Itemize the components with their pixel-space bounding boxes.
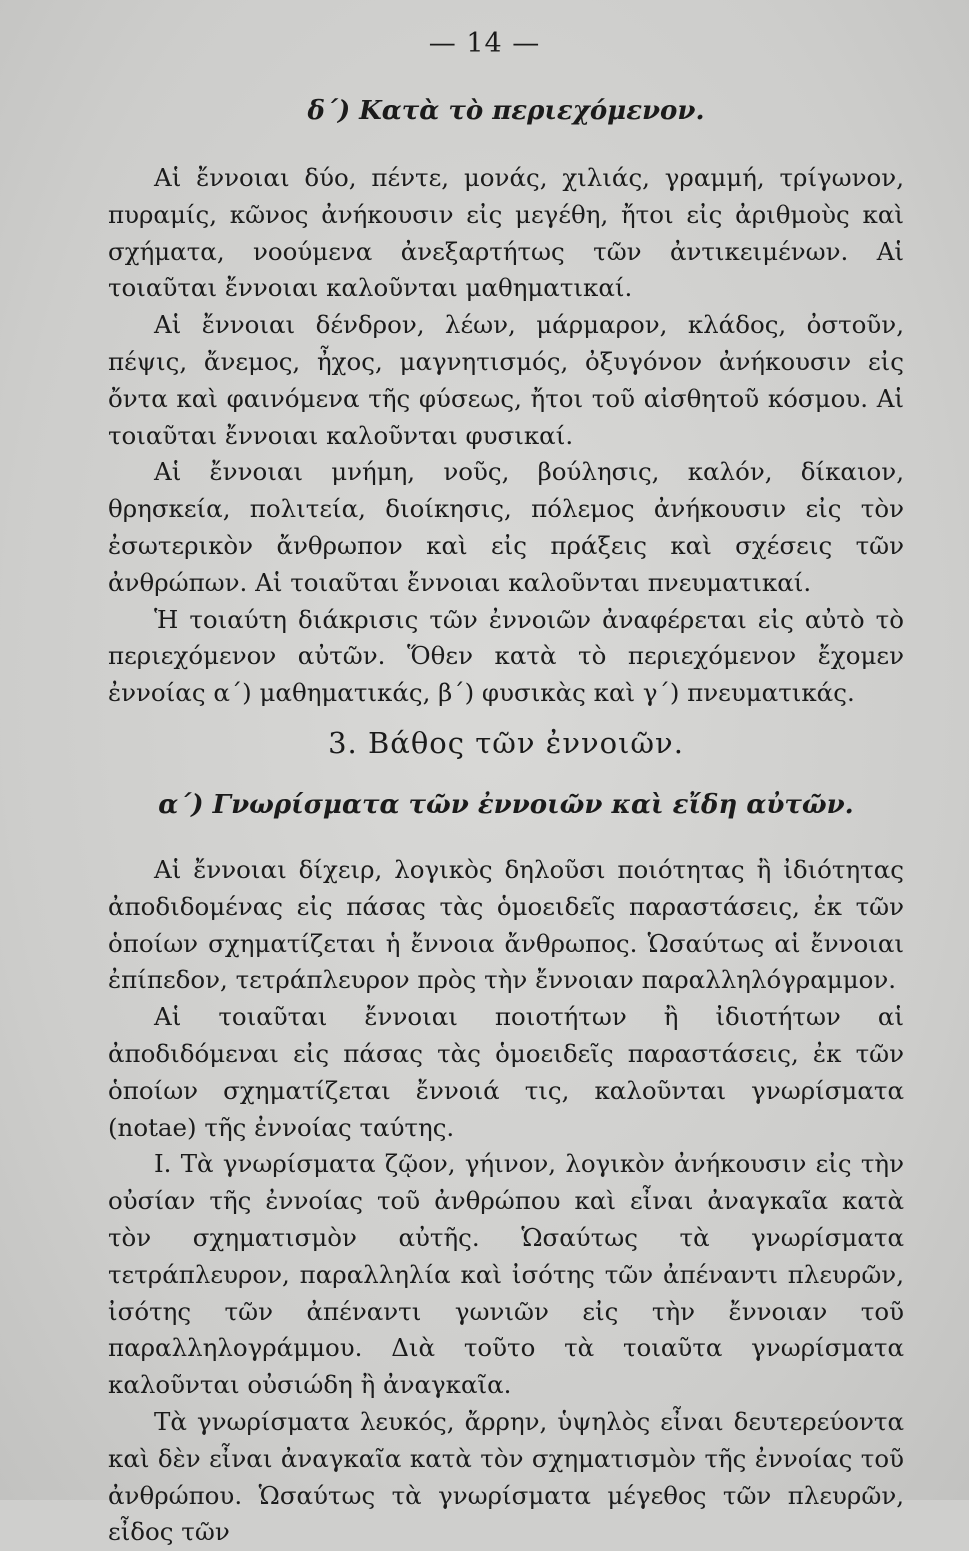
section-a-heading: α΄) Γνωρίσματα τῶν ἐννοιῶν καὶ εἴδη αὐτῶν. [158, 790, 854, 820]
bottom-text-block [108, 852, 904, 1551]
section-3-heading: 3. Βάθος τῶν ἐννοιῶν. [328, 726, 684, 760]
paragraph-spiritual: Αἱ ἔννοιαι μνήμη, νοῦς, βούλησις, καλόν, δίκαιον, θρησκεία, πολιτεία, διοίκησις, πόλεμος ἀνήκουσιν εἰς τὸν ἐσωτερικὸν ἄνθρωπον καὶ εἰς πράξεις καὶ σχέσεις τῶν ἀνθρώπων. Αἱ τοιαῦται ἔννοιαι καλοῦνται πνευματικαί. [108, 457, 904, 597]
paragraph-essential: Ι. Τὰ γνωρίσματα ζῷον, γήινον, λογικὸν ἀνήκουσιν εἰς τὴν οὐσίαν τῆς ἐννοίας τοῦ ἀνθρώπου καὶ εἶναι ἀναγκαῖα κατὰ τὸν σχηματισμὸν αὐτῆς. Ὡσαύτως τὰ γνωρίσματα τετράπλευρον, παραλληλία καὶ ἰσότης τῶν ἀπέναντι πλευρῶν, ἰσότης τῶν ἀπέναντι γωνιῶν εἰς τὴν ἔννοιαν τοῦ παραλληλογράμμου. Διὰ τοῦτο τὰ τοιαῦτα γνωρίσματα καλοῦνται οὐσιώδη ἢ ἀναγκαῖα. [108, 1149, 904, 1400]
section-3-heading-block [108, 726, 904, 760]
section-d-heading: δ΄) Κατὰ τὸ περιεχόμενον. [307, 96, 705, 126]
paragraph-notae: Αἱ τοιαῦται ἔννοιαι ποιοτήτων ἢ ἰδιοτήτων αἱ ἀποδιδόμεναι εἰς πάσας τὰς ὁμοειδεῖς παραστάσεις, ἐκ τῶν ὁποίων σχηματίζεται ἔννοιά τις, καλοῦνται γνωρίσματα (notae) τῆς ἐννοίας ταύτης. [108, 1002, 904, 1142]
paragraph-secondary: Τὰ γνωρίσματα λευκός, ἄρρην, ὑψηλὸς εἶναι δευτερεύοντα καὶ δὲν εἶναι ἀναγκαῖα κατὰ τὸν σχηματισμὸν τῆς ἐννοίας τοῦ ἀνθρώπου. Ὡσαύτως τὰ γνωρίσματα μέγεθος τῶν πλευρῶν, εἶδος τῶν [108, 1406, 904, 1547]
section-a-heading-block [108, 790, 904, 820]
top-text-block [108, 160, 904, 712]
paragraph-content-summary: Ἡ τοιαύτη διάκρισις τῶν ἐννοιῶν ἀναφέρεται εἰς αὐτὸ τὸ περιεχόμενον αὐτῶν. Ὅθεν κατὰ τὸ περιεχόμενον ἔχομεν ἐννοίας α΄) μαθηματικάς, β΄) φυσικὰς καὶ γ΄) πνευματικάς. [108, 604, 904, 708]
page-number: — 14 — [428, 28, 541, 59]
paragraph-qualities: Αἱ ἔννοιαι δίχειρ, λογικὸς δηλοῦσι ποιότητας ἢ ἰδιότητας ἀποδιδομένας εἰς πάσας τὰς ὁμοειδεῖς παραστάσεις, ἐκ τῶν ὁποίων σχηματίζεται ἡ ἔννοια ἄνθρωπος. Ὡσαύτως αἱ ἔννοιαι ἐπίπεδον, τετράπλευρον πρὸς τὴν ἔννοιαν παραλληλόγραμμον. [108, 855, 904, 995]
paragraph-mathematical: Αἱ ἔννοιαι δύο, πέντε, μονάς, χιλιάς, γραμμή, τρίγωνον, πυραμίς, κῶνος ἀνήκουσιν εἰς μεγέθη, ἤτοι εἰς ἀριθμοὺς καὶ σχήματα, νοούμενα ἀνεξαρτήτως τῶν ἀντικειμένων. Αἱ τοιαῦται ἔννοιαι καλοῦνται μαθηματικαί. [108, 163, 904, 303]
paragraph-physical: Αἱ ἔννοιαι δένδρον, λέων, μάρμαρον, κλάδος, ὀστοῦν, πέψις, ἄνεμος, ἦχος, μαγνητισμός, ὀξυγόνον ἀνήκουσιν εἰς ὄντα καὶ φαινόμενα τῆς φύσεως, ἤτοι τοῦ αἰσθητοῦ κόσμου. Αἱ τοιαῦται ἔννοιαι καλοῦνται φυσικαί. [108, 310, 904, 450]
section-d-heading-block [108, 96, 904, 126]
